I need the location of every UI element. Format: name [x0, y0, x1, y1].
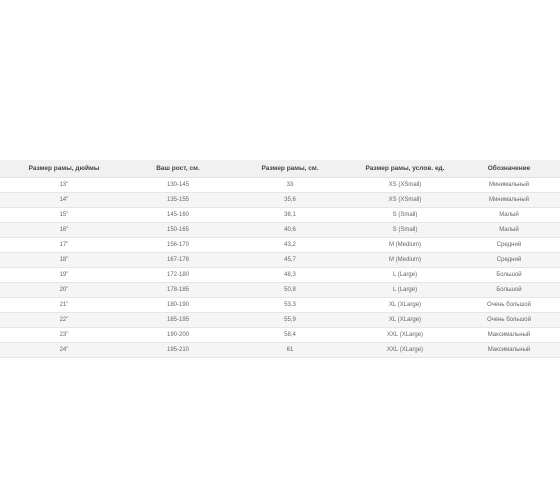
cell-frame-cm: 45,7 — [228, 253, 352, 268]
cell-frame-cm: 55,9 — [228, 313, 352, 328]
table-row — [0, 253, 560, 268]
cell-designation: Средний — [458, 253, 560, 268]
cell-size-units: S (Small) — [352, 223, 458, 238]
cell-size-units: XS (XSmall) — [352, 193, 458, 208]
table-row — [0, 268, 560, 283]
cell-designation: Очень большой — [458, 313, 560, 328]
table-row — [0, 298, 560, 313]
cell-height: 135-155 — [128, 193, 228, 208]
cell-designation: Очень большой — [458, 298, 560, 313]
cell-inches: 18" — [0, 253, 128, 268]
table-row — [0, 193, 560, 208]
header-frame-size-inches: Размер рамы, дюймы — [0, 160, 128, 178]
cell-size-units: L (Large) — [352, 283, 458, 298]
cell-inches: 14" — [0, 193, 128, 208]
header-frame-size-units: Размер рамы, услов. ед. — [352, 160, 458, 178]
cell-size-units: M (Medium) — [352, 253, 458, 268]
cell-frame-cm: 43,2 — [228, 238, 352, 253]
cell-height: 178-185 — [128, 283, 228, 298]
cell-height: 167-178 — [128, 253, 228, 268]
table-row — [0, 313, 560, 328]
cell-inches: 23" — [0, 328, 128, 343]
table-row — [0, 208, 560, 223]
cell-frame-cm: 53,3 — [228, 298, 352, 313]
cell-size-units: XXL (XLarge) — [352, 328, 458, 343]
cell-frame-cm: 50,8 — [228, 283, 352, 298]
cell-frame-cm: 38,1 — [228, 208, 352, 223]
cell-height: 130-145 — [128, 178, 228, 193]
cell-height: 185-195 — [128, 313, 228, 328]
cell-designation: Минимальный — [458, 193, 560, 208]
size-chart-table — [0, 160, 560, 358]
cell-designation: Средний — [458, 238, 560, 253]
table-header — [0, 160, 560, 178]
cell-height: 190-200 — [128, 328, 228, 343]
cell-frame-cm: 48,3 — [228, 268, 352, 283]
cell-inches: 16" — [0, 223, 128, 238]
table-body — [0, 178, 560, 358]
cell-inches: 17" — [0, 238, 128, 253]
cell-designation: Максимальный — [458, 328, 560, 343]
cell-inches: 20" — [0, 283, 128, 298]
cell-inches: 24" — [0, 343, 128, 358]
cell-frame-cm: 61 — [228, 343, 352, 358]
header-designation: Обозначение — [458, 160, 560, 178]
cell-inches: 21" — [0, 298, 128, 313]
table-row — [0, 328, 560, 343]
cell-inches: 19" — [0, 268, 128, 283]
cell-frame-cm: 35,6 — [228, 193, 352, 208]
table-row — [0, 238, 560, 253]
header-row — [0, 160, 560, 178]
cell-height: 145-160 — [128, 208, 228, 223]
cell-designation: Большой — [458, 268, 560, 283]
cell-height: 156-170 — [128, 238, 228, 253]
cell-inches: 22" — [0, 313, 128, 328]
table-row — [0, 223, 560, 238]
cell-designation: Минимальный — [458, 178, 560, 193]
cell-designation: Малый — [458, 223, 560, 238]
cell-size-units: L (Large) — [352, 268, 458, 283]
cell-inches: 15" — [0, 208, 128, 223]
cell-size-units: XL (XLarge) — [352, 298, 458, 313]
table-row — [0, 283, 560, 298]
cell-frame-cm: 40,6 — [228, 223, 352, 238]
cell-height: 195-210 — [128, 343, 228, 358]
cell-designation: Малый — [458, 208, 560, 223]
cell-size-units: XXL (XLarge) — [352, 343, 458, 358]
cell-designation: Большой — [458, 283, 560, 298]
cell-size-units: S (Small) — [352, 208, 458, 223]
table-row — [0, 178, 560, 193]
cell-height: 150-165 — [128, 223, 228, 238]
cell-frame-cm: 33 — [228, 178, 352, 193]
header-frame-size-cm: Размер рамы, см. — [228, 160, 352, 178]
cell-designation: Максимальный — [458, 343, 560, 358]
cell-size-units: M (Medium) — [352, 238, 458, 253]
cell-frame-cm: 58,4 — [228, 328, 352, 343]
cell-inches: 13" — [0, 178, 128, 193]
cell-size-units: XL (XLarge) — [352, 313, 458, 328]
cell-size-units: XS (XSmall) — [352, 178, 458, 193]
header-height-cm: Ваш рост, см. — [128, 160, 228, 178]
table-row — [0, 343, 560, 358]
cell-height: 172-180 — [128, 268, 228, 283]
cell-height: 180-190 — [128, 298, 228, 313]
